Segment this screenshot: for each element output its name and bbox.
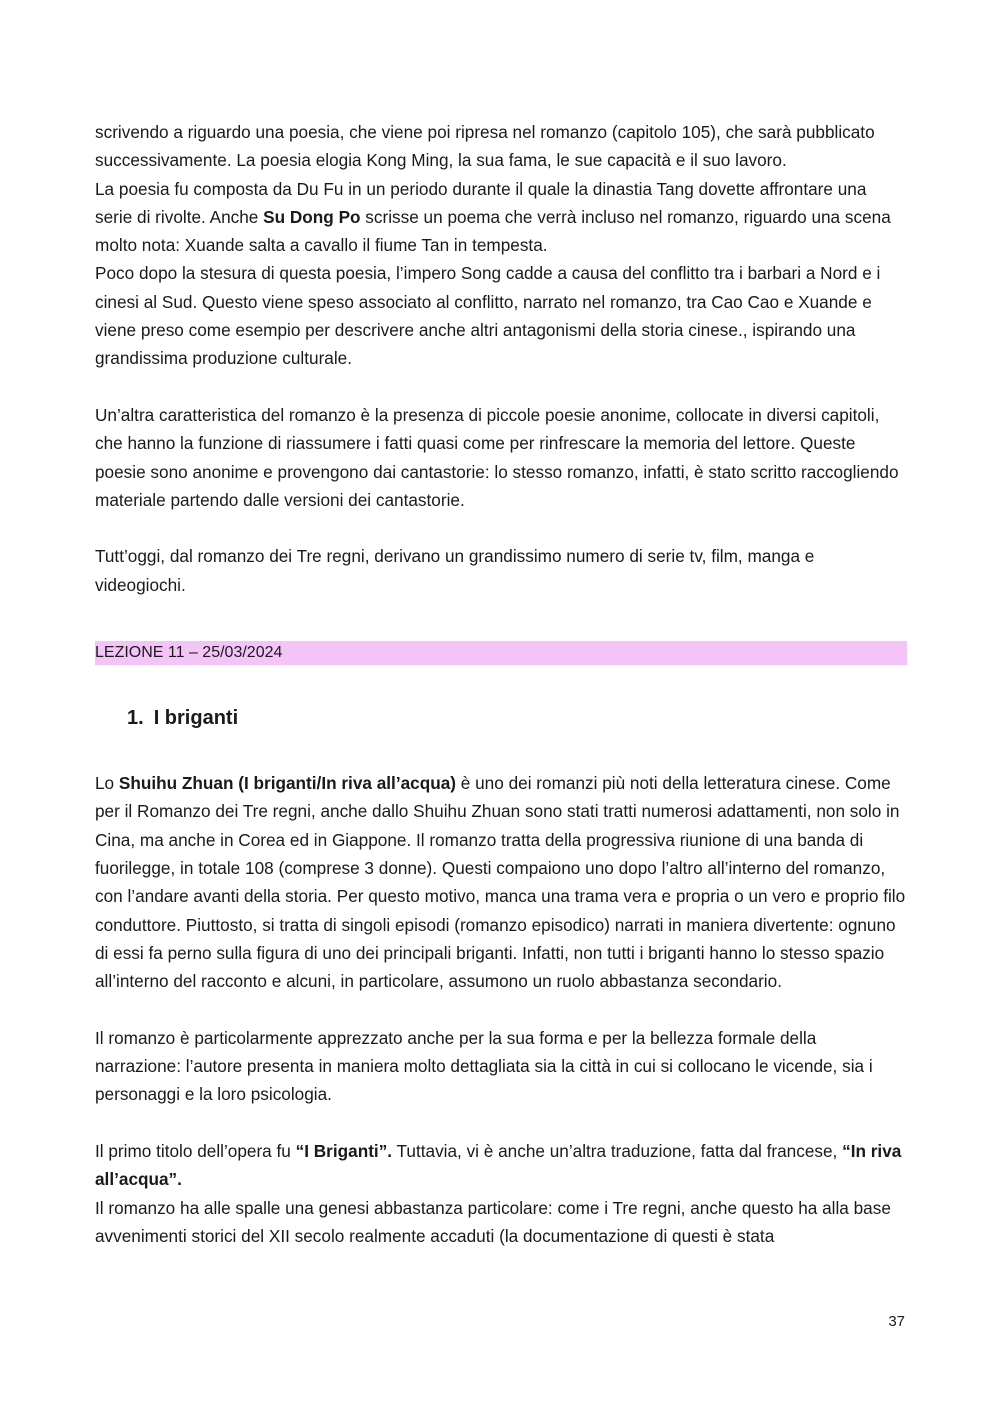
bold-text-in-riva-all-acqua: “In riva all’acqua”. [95, 1140, 902, 1190]
section-heading [127, 703, 907, 733]
bold-text-su-dong-po: Su Dong Po [263, 206, 361, 227]
bold-text-i-briganti: “I Briganti”. [295, 1140, 393, 1161]
text-run: è uno dei romanzi più noti della letteratura cinese. Come per il Romanzo dei Tre regni, anche dallo Shuihu Zhuan sono stati tratti numerosi adattamenti, non solo in Cina, ma anche in Corea ed in Giappone. Il romanzo tratta della progressiva riunione di una banda di fuorilegge, in totale 108 (comprese 3 donne). Questi compaiono uno dopo l’altro all’interno del romanzo, con l’andare avanti della storia. Per questo motivo, manca una trama vera e propria o un vero e proprio filo conduttore. Piuttosto, si tratta di singoli episodi (romanzo episodico) narrati in maniera divertente: ognuno di essi fa perno sulla figura di uno dei principali briganti. Infatti, non tutti i briganti hanno lo stesso spazio all’interno del racconto e alcuni, in particolare, assumono un ruolo abbastanza secondario. [95, 773, 906, 992]
paragraph-genesi: Il romanzo ha alle spalle una genesi abbastanza particolare: come i Tre regni, anche questo ha alla base avvenimenti storici del XII secolo realmente accaduti (la documentazione di questi è stata [95, 1197, 891, 1246]
paragraph-shuihu-zhuan [95, 769, 907, 995]
text-run: Il primo titolo dell’opera fu [95, 1140, 296, 1161]
text-run: Tuttavia, vi è anche un’altra traduzione, fatta dal francese, [392, 1140, 843, 1161]
text-run: Poco dopo la stesura di questa poesia, l’impero Song cadde a causa del conflitto tra i barbari a Nord e i cinesi al Sud. Questo viene speso associato al conflitto, narrato nel romanzo, tra Cao Cao e Xuande e viene preso come esempio per descrivere anche altri antagonismi della storia cinese., ispirando una grandissima produzione culturale. [95, 263, 881, 369]
section-number: 1. [127, 707, 144, 730]
paragraph-du-fu [95, 175, 907, 260]
page-content [95, 118, 907, 1250]
bold-text-shuihu-zhuan: Shuihu Zhuan (I briganti/In riva all’acqua) [118, 773, 457, 794]
text-run: scrivendo a riguardo una poesia, che viene poi ripresa nel romanzo (capitolo 105), che sarà pubblicato successivamente. La poesia elogia Kong Ming, la sua fama, le sue capacità e il suo lavoro. [95, 122, 875, 171]
paragraph-gap [95, 1109, 907, 1137]
paragraph-gap [95, 995, 907, 1023]
text-run: Lo [95, 773, 119, 794]
page-number: 37 [888, 1313, 905, 1330]
section-title: I briganti [153, 707, 239, 730]
text-run: scrisse un poema che verrà incluso nel romanzo, riguardo una scena molto nota: Xuande salta a cavallo il fiume Tan in tempesta. [95, 206, 891, 256]
text-run: La poesia fu composta da Du Fu in un periodo durante il quale la dinastia Tang dovette affrontare una serie di rivolte. Anche [95, 178, 867, 227]
paragraph-gap [95, 514, 907, 542]
lesson-header: LEZIONE 11 – 25/03/2024 [95, 641, 907, 665]
paragraph-gap [95, 373, 907, 401]
paragraph-kong-ming [95, 118, 907, 175]
paragraph-forma: Il romanzo è particolarmente apprezzato anche per la sua forma e per la bellezza formale della narrazione: l’autore presenta in maniera molto dettagliata sia la città in cui si collocano le vicende, sia i personaggi e la loro psicologia. [95, 1027, 873, 1105]
paragraph-poesie-anonime: Un’altra caratteristica del romanzo è la presenza di piccole poesie anonime, collocate in diversi capitoli, che hanno la funzione di riassumere i fatti quasi come per rinfrescare la memoria del lettore. Queste poesie sono anonime e provengono dai cantastorie: lo stesso romanzo, infatti, è stato scritto raccogliendo materiale partendo dalle versioni dei cantastorie. [95, 404, 899, 510]
paragraph-impero-song [95, 259, 907, 372]
paragraph-primo-titolo [95, 1137, 907, 1194]
paragraph-gap [95, 599, 907, 641]
paragraph-tutt-oggi: Tutt’oggi, dal romanzo dei Tre regni, derivano un grandissimo numero di serie tv, film, manga e videogiochi. [95, 546, 815, 595]
